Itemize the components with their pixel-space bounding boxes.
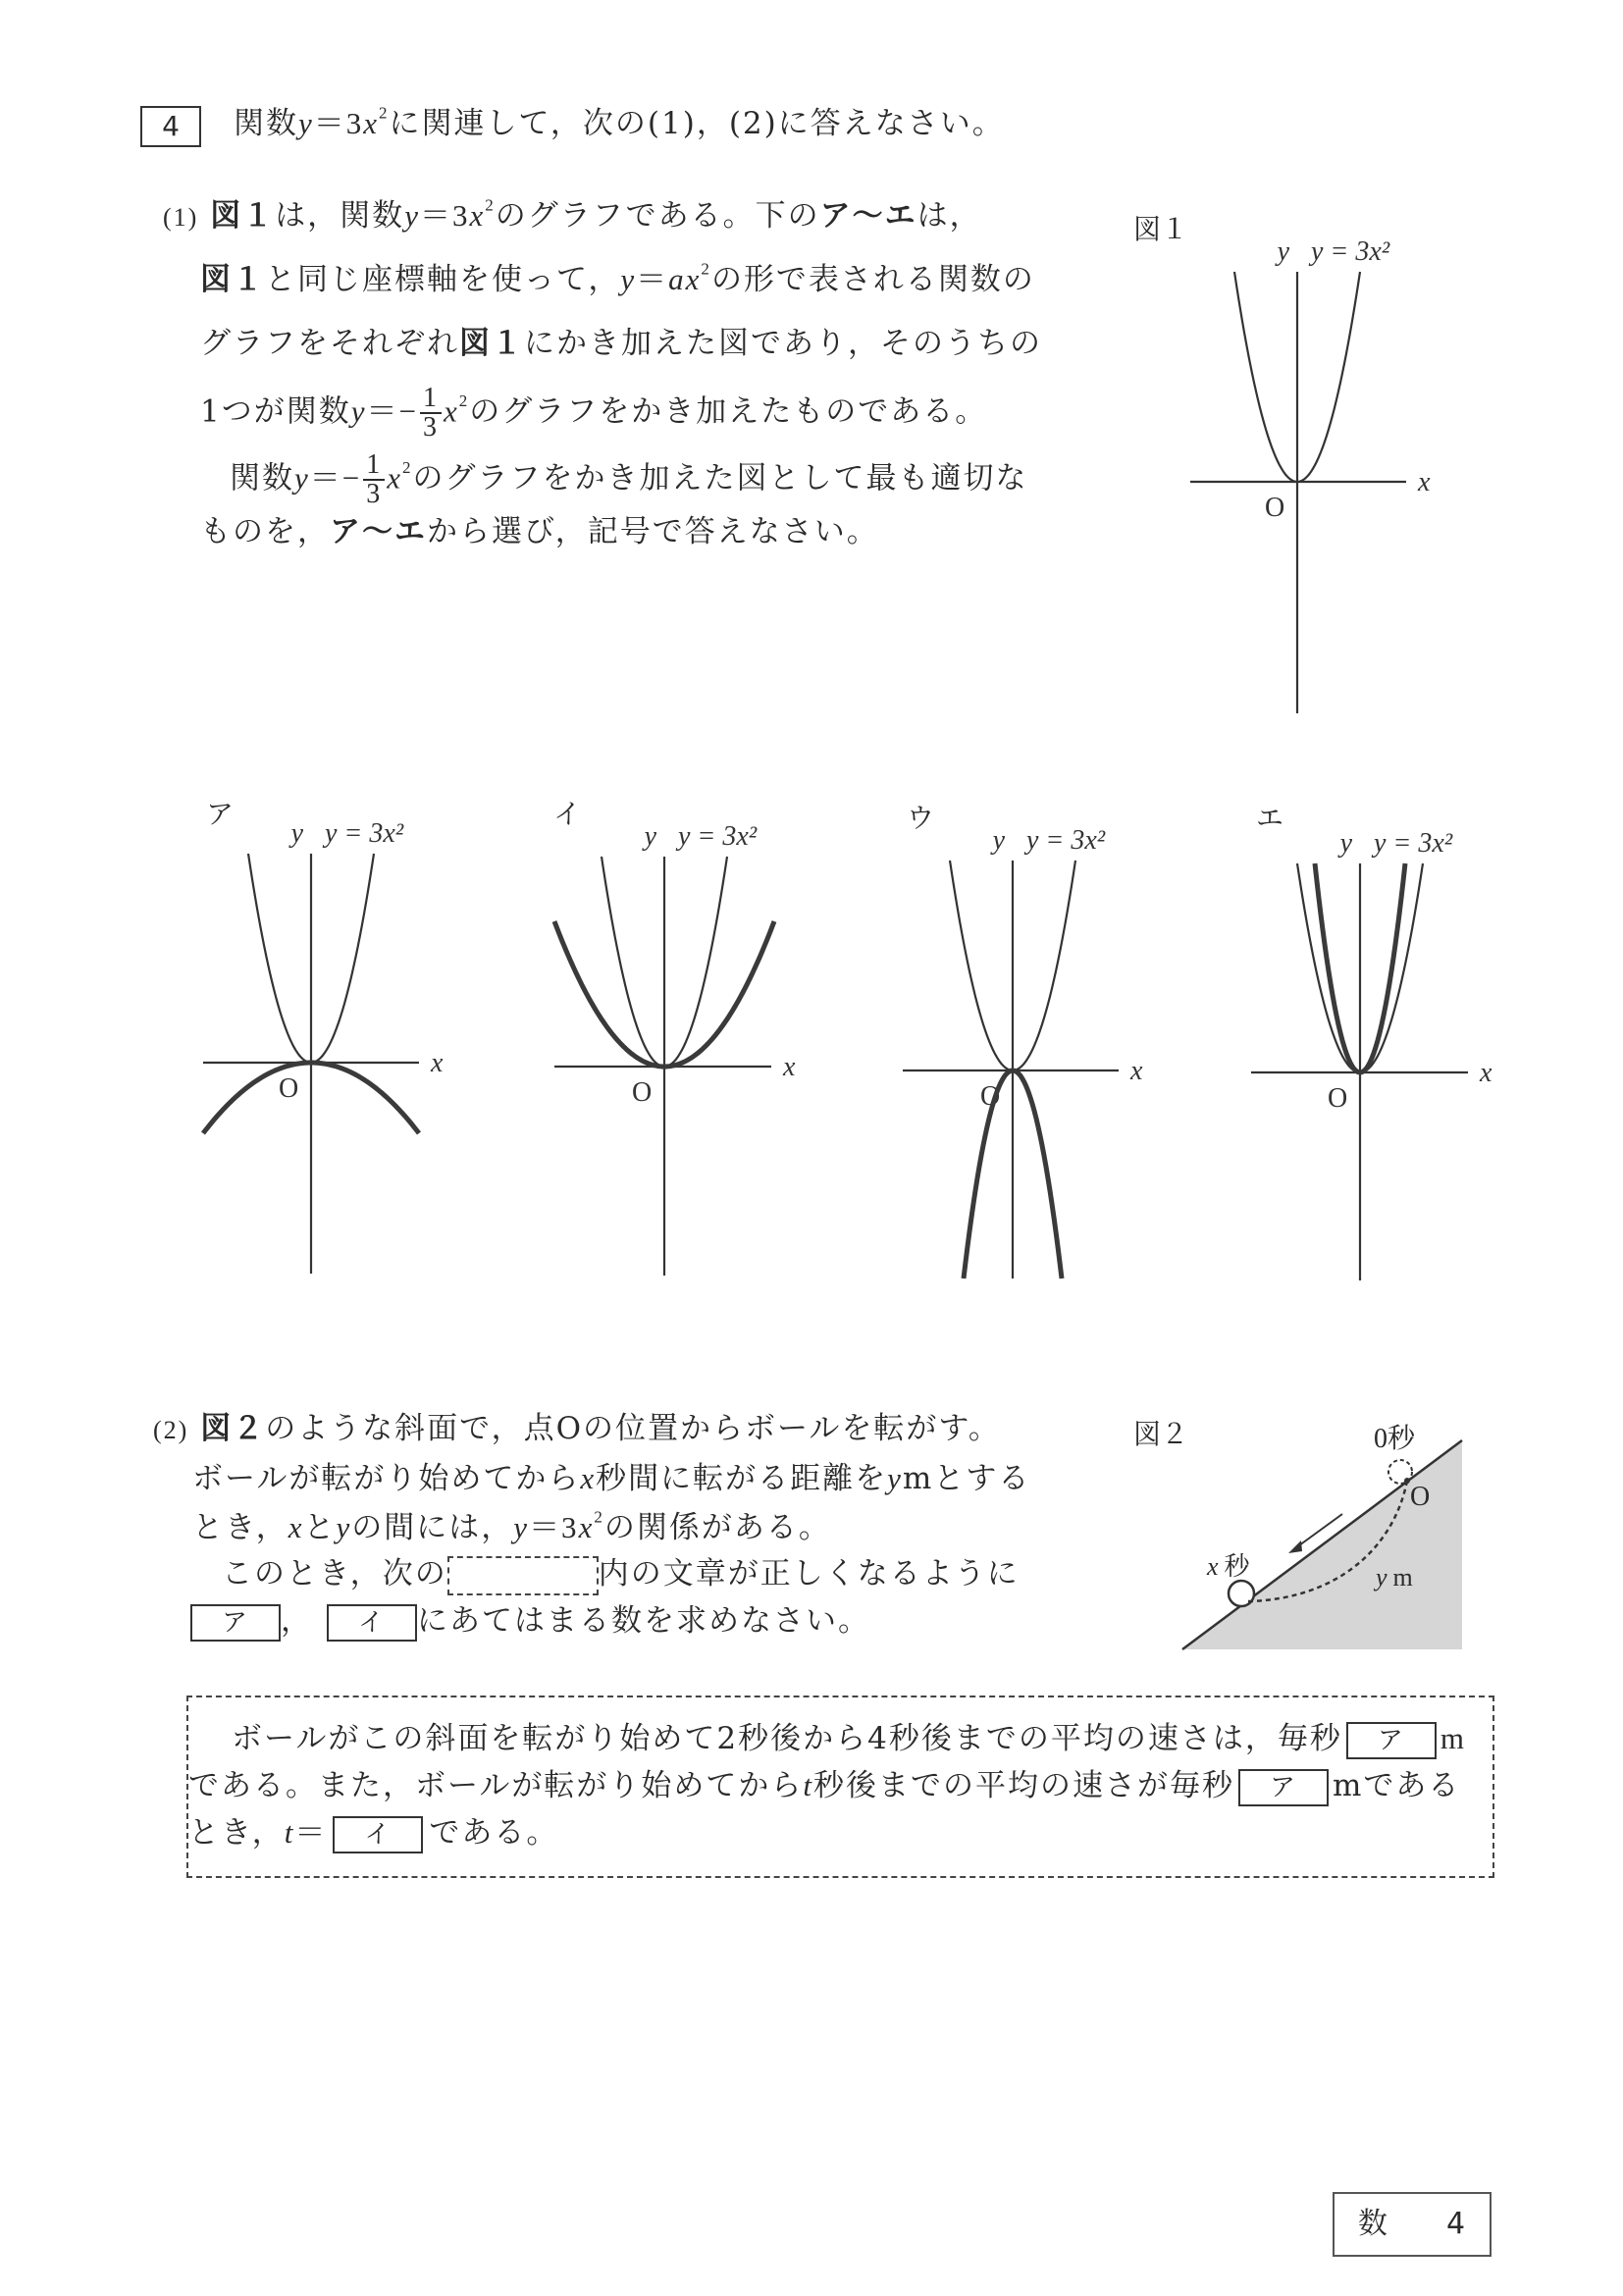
text: にかき加えた図であり，そのうちの [524, 326, 1042, 361]
text: ボールが転がり始めてから [192, 1461, 581, 1496]
part1-label: (1) [163, 203, 199, 232]
text: とき， [188, 1815, 285, 1851]
answer-box-a: ア [1346, 1722, 1437, 1759]
text: ボールがこの斜面を転がり始めて2秒後から4秒後までの平均の速さは，毎秒 [232, 1721, 1342, 1756]
var-y: y [404, 198, 420, 233]
var-x: x [469, 198, 486, 233]
choice-4-y-label: y [1339, 828, 1352, 859]
choice-1-origin-label: O [279, 1073, 299, 1104]
choice-2-y-label: y [644, 821, 656, 852]
statement-line2 [188, 1766, 1460, 1806]
choice-4-curve-label: y = 3x² [1374, 828, 1453, 859]
choice-1-y-label: y [290, 818, 303, 849]
fig-ref: 図１ [210, 198, 276, 234]
text: 関数 [230, 460, 294, 496]
var-y: y [513, 1510, 530, 1544]
choice-3-origin-label: O [980, 1081, 1001, 1112]
text: のグラフである。下の [495, 198, 820, 234]
text: の形で表される関数の [710, 262, 1035, 297]
answer-box-a: ア [1238, 1769, 1329, 1806]
var-t: t [803, 1768, 814, 1802]
figure1-origin-label: O [1265, 493, 1285, 523]
text: 秒間に転がる距離を [596, 1461, 888, 1496]
text: と同じ座標軸を使って， [265, 262, 621, 297]
text: から選び，記号で答えなさい。 [427, 514, 879, 549]
eq: ＝3 [419, 198, 470, 233]
start-time-label: 0秒 [1374, 1424, 1416, 1454]
choice-i-label: イ [553, 798, 582, 830]
choice-2-x-label: x [783, 1052, 796, 1082]
text: は，関数 [275, 198, 405, 234]
unit: m [1440, 1721, 1466, 1755]
figure1-y-label: y [1277, 236, 1289, 267]
text: の関係がある。 [603, 1510, 831, 1545]
answer-box-i: イ [327, 1604, 417, 1642]
text: ものを， [200, 514, 330, 549]
choice-3-y-label: y [992, 825, 1005, 856]
text: グラフをそれぞれ [200, 326, 459, 361]
var-x: x [443, 393, 459, 429]
eq: ＝− [366, 393, 418, 429]
fig-ref: 図１ [459, 326, 524, 361]
text: のグラフをかき加えたものである。 [469, 393, 988, 430]
eq: ＝3 [529, 1510, 579, 1544]
figure2-title: 図２ [1133, 1418, 1189, 1450]
figure1-title: 図１ [1133, 213, 1189, 245]
numerator: 1 [363, 451, 385, 481]
text: 秒後までの平均の速さが毎秒 [813, 1768, 1235, 1803]
text: 1つが関数 [200, 393, 351, 430]
text: mとする [902, 1461, 1031, 1496]
figure1-curve-label: y = 3x² [1311, 236, 1390, 267]
denominator: 3 [366, 479, 383, 509]
text: である。また，ボールが転がり始めてから [188, 1768, 804, 1803]
var-y: y [298, 106, 314, 140]
text: このとき，次の [222, 1556, 447, 1592]
numerator: 1 [420, 385, 442, 414]
intro-text: 関数 [234, 106, 298, 141]
choice-a-label: ア [206, 798, 235, 830]
choice-e-label: エ [1256, 802, 1284, 834]
var-x: x [288, 1510, 304, 1544]
eq: ＝3 [313, 106, 364, 140]
eq: ＝ [636, 262, 669, 296]
statement-line1 [232, 1719, 1466, 1759]
exponent: 2 [701, 259, 711, 279]
exponent: 2 [485, 195, 496, 215]
var-y: y [620, 262, 637, 296]
text: のような斜面で，点Oの位置からボールを転がす。 [265, 1411, 1001, 1446]
eq: ＝ [294, 1815, 328, 1850]
choice-3-x-label: x [1130, 1056, 1143, 1086]
part2-label: (2) [153, 1416, 189, 1444]
subject-label: 数 [1358, 2207, 1387, 2241]
fig-ref: 図２ [200, 1411, 266, 1446]
var-x: x [387, 460, 403, 496]
exponent: 2 [402, 458, 413, 478]
var-y: y [1376, 1563, 1387, 1592]
choice-1-x-label: x [431, 1048, 444, 1078]
var-x: x [363, 106, 380, 140]
text: と [303, 1510, 337, 1545]
exponent: 2 [379, 103, 390, 123]
answer-box-a: ア [190, 1604, 281, 1642]
choice-4-origin-label: O [1328, 1083, 1348, 1114]
point-o-label: O [1410, 1482, 1431, 1512]
fig-ref: 図１ [200, 262, 265, 297]
choice-2-origin-label: O [632, 1077, 653, 1108]
statement-line3 [188, 1813, 558, 1853]
var-y: y [350, 393, 367, 429]
figure1-x-label: x [1418, 467, 1431, 497]
ball-time-label [1207, 1546, 1250, 1583]
exponent: 2 [594, 1507, 604, 1527]
choice-3-curve-label: y = 3x² [1026, 825, 1106, 856]
var-y: y [336, 1510, 352, 1544]
problem-number-box: 4 [140, 106, 201, 147]
choices-ref: ア～エ [819, 198, 917, 234]
text: のグラフをかき加えた図として最も適切な [412, 460, 1028, 496]
denominator: 3 [422, 412, 439, 443]
text: の間には， [351, 1510, 514, 1545]
choice-2-curve-label: y = 3x² [678, 821, 758, 852]
choice-1-curve-label: y = 3x² [325, 818, 404, 849]
text: にあてはまる数を求めなさい。 [417, 1603, 870, 1639]
text: mである [1333, 1768, 1461, 1803]
unit: 秒 [1224, 1552, 1250, 1582]
choice-4-x-label: x [1480, 1058, 1492, 1088]
choice-u-label: ウ [907, 802, 935, 834]
text: ， [281, 1603, 313, 1639]
page-footer [1333, 2192, 1492, 2257]
text: 内の文章が正しくなるように [598, 1556, 1020, 1592]
page-number: 4 [1446, 2207, 1466, 2241]
eq: ＝− [309, 460, 362, 496]
text: とき， [192, 1510, 288, 1545]
var-ax: ax [668, 262, 702, 296]
distance-label [1376, 1563, 1413, 1592]
intro-text: に関連して，次の(1)，(2)に答えなさい。 [389, 106, 1005, 141]
text: は， [916, 198, 982, 234]
exponent: 2 [458, 391, 470, 411]
var-x: x [580, 1461, 597, 1495]
var-y: y [887, 1461, 903, 1495]
var-x: x [578, 1510, 595, 1544]
text: である。 [429, 1815, 559, 1851]
var-y: y [294, 460, 310, 496]
choices-ref: ア～エ [330, 514, 427, 549]
var-t: t [284, 1815, 295, 1850]
answer-box-i: イ [333, 1816, 423, 1853]
arrow-head-icon [1288, 1540, 1302, 1553]
unit: m [1392, 1563, 1413, 1592]
var-x: x [1207, 1552, 1219, 1581]
